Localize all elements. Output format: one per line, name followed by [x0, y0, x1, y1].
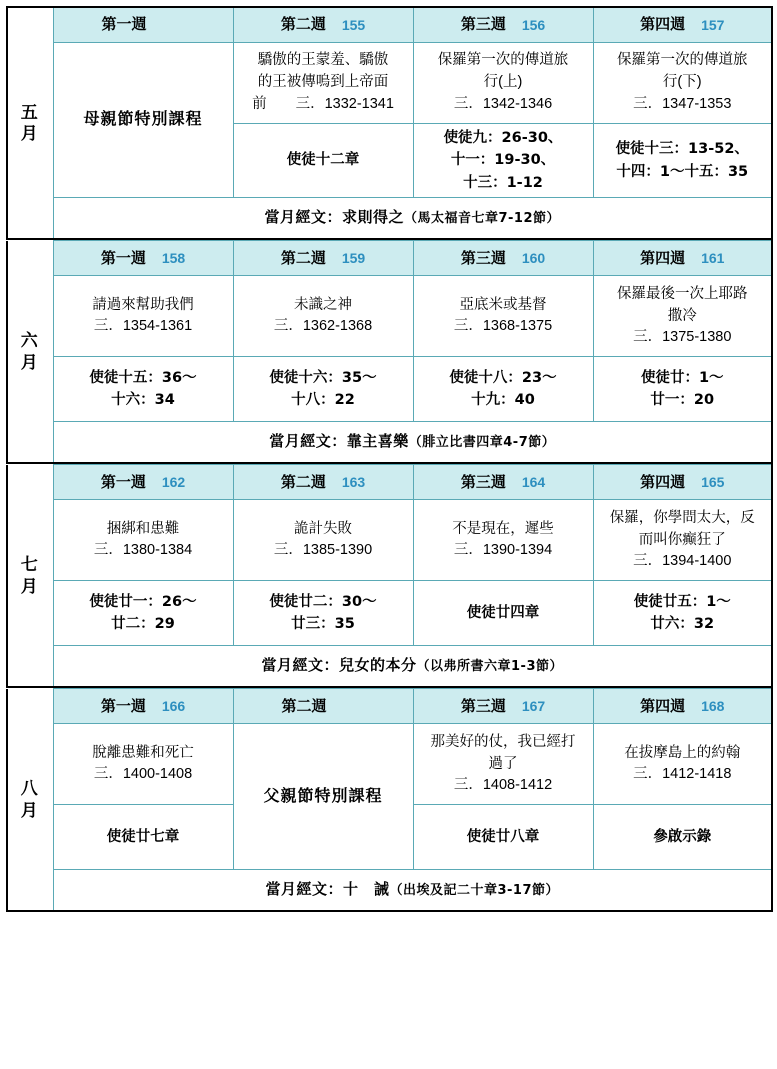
topic-cell: 請過來幫助我們 三．1354-1361 [53, 276, 233, 357]
week-label: 第四週 [640, 249, 686, 267]
week-label: 第一週 [101, 16, 147, 34]
topic-cell: 那美好的仗，我已經打 過了 三．1408-1412 [413, 724, 593, 805]
week-header-cell [53, 689, 233, 724]
week-label: 第三週 [460, 16, 506, 34]
topic-cell: 不是現在，遲些 三．1390-1394 [413, 500, 593, 581]
week-label: 第一週 [100, 473, 146, 491]
week-header-cell [53, 241, 233, 276]
week-label: 第二週 [280, 249, 326, 267]
verse-cell: 使徒十八：23～ 十九：40 [413, 357, 593, 422]
week-header-cell [233, 7, 413, 43]
verse-cell: 使徒廿一：26～ 廿二：29 [53, 581, 233, 646]
topic-cell: 保羅第一次的傳道旅 行(上) 三．1342-1346 [413, 43, 593, 124]
verse-row [7, 357, 772, 422]
week-number: 167 [521, 698, 546, 715]
topic-row [7, 276, 772, 357]
week-number: 156 [521, 16, 546, 33]
verse-cell: 使徒十三：13-52、 十四：1～十五：35 [593, 124, 772, 198]
month-verse-prefix: 當月經文： [269, 432, 347, 451]
month-verse-title: 十 誡 [342, 880, 390, 899]
week-number: 161 [701, 250, 725, 267]
month-verse-title: 靠主喜樂 [346, 432, 409, 451]
week-number: 164 [521, 474, 546, 491]
week-number: 168 [701, 698, 725, 715]
week-label: 第一週 [100, 697, 146, 715]
week-label: 第二週 [280, 473, 326, 491]
topic-cell-special: 父親節特別課程 [233, 724, 413, 870]
month-verse-row [7, 198, 772, 240]
topic-cell: 保羅最後一次上耶路 撒冷 三．1375-1380 [593, 276, 772, 357]
topic-row [7, 43, 772, 124]
week-number: 155 [341, 16, 366, 33]
topic-cell: 在拔摩島上的約翰 三．1412-1418 [593, 724, 772, 805]
verse-cell: 參啟示錄 [593, 805, 772, 870]
verse-cell: 使徒九：26-30、 十一：19-30、 十三：1-12 [413, 124, 593, 198]
week-number: 165 [701, 474, 725, 491]
week-header-row [7, 465, 772, 500]
week-number: 163 [341, 474, 366, 491]
topic-row [7, 724, 772, 805]
week-number: 166 [161, 698, 186, 715]
week-number: 159 [341, 250, 366, 267]
verse-cell: 使徒廿二：30～ 廿三：35 [233, 581, 413, 646]
topic-row [7, 500, 772, 581]
verse-cell: 使徒十五：36～ 十六：34 [53, 357, 233, 422]
month-verse-cell [53, 422, 772, 464]
month-block-june [6, 240, 773, 464]
month-verse-row [7, 422, 772, 464]
topic-cell: 詭計失敗 三．1385-1390 [233, 500, 413, 581]
month-verse-row [7, 646, 772, 688]
verse-cell: 使徒廿七章 [53, 805, 233, 870]
month-label-may: 五月 [7, 7, 53, 239]
month-verse-reference: （腓立比書四章4-7節） [408, 435, 556, 451]
month-verse-prefix: 當月經文： [265, 880, 343, 899]
week-header-cell [53, 465, 233, 500]
topic-cell: 保羅，你學問太大，反 而叫你癫狂了 三．1394-1400 [593, 500, 772, 581]
week-label: 第三週 [460, 473, 506, 491]
week-header-cell [53, 7, 233, 43]
topic-cell: 捆綁和患難 三．1380-1384 [53, 500, 233, 581]
week-header-cell [413, 7, 593, 43]
week-header-cell [593, 241, 772, 276]
topic-cell: 保羅第一次的傳道旅 行(下) 三．1347-1353 [593, 43, 772, 124]
month-verse-title: 兒女的本分 [339, 656, 417, 675]
month-verse-cell [53, 870, 772, 912]
month-label-june: 六月 [7, 241, 53, 464]
topic-cell: 亞底米或基督 三．1368-1375 [413, 276, 593, 357]
week-header-cell [233, 241, 413, 276]
week-label: 第三週 [460, 249, 506, 267]
week-header-cell [233, 689, 413, 724]
topic-cell: 脫離患難和死亡 三．1400-1408 [53, 724, 233, 805]
topic-cell: 驕傲的王蒙羞、驕傲 的王被傳嗚到上帝面 前 三．1332-1341 [233, 43, 413, 124]
week-header-row [7, 241, 772, 276]
week-header-cell [593, 7, 772, 43]
month-verse-prefix: 當月經文： [261, 656, 339, 675]
week-label: 第一週 [100, 249, 146, 267]
week-header-cell [413, 689, 593, 724]
week-header-row [7, 689, 772, 724]
month-block-july [6, 464, 773, 688]
month-verse-cell [53, 646, 772, 688]
month-block-may [6, 6, 773, 240]
verse-cell: 使徒十二章 [233, 124, 413, 198]
verse-cell: 使徒十六：35～ 十八：22 [233, 357, 413, 422]
topic-cell: 未識之神 三．1362-1368 [233, 276, 413, 357]
month-verse-reference: （以弗所書六章1-3節） [416, 659, 564, 675]
month-label-july: 七月 [7, 465, 53, 688]
month-label-august: 八月 [7, 689, 53, 912]
week-number: 160 [521, 250, 546, 267]
month-block-august [6, 688, 773, 912]
week-number: 162 [161, 474, 186, 491]
week-number: 157 [701, 16, 725, 33]
week-header-cell [413, 465, 593, 500]
week-label: 第四週 [640, 16, 686, 34]
month-verse-row [7, 870, 772, 912]
verse-cell: 使徒廿：1～ 廿一：20 [593, 357, 772, 422]
week-label: 第二週 [281, 697, 327, 715]
month-verse-reference: （馬太福音七章7-12節） [403, 211, 561, 227]
month-verse-reference: （出埃及記二十章3-17節） [389, 883, 560, 899]
week-number: 158 [161, 250, 186, 267]
verse-cell: 使徒廿八章 [413, 805, 593, 870]
week-label: 第四週 [640, 473, 686, 491]
week-header-cell [593, 465, 772, 500]
week-label: 第三週 [460, 697, 506, 715]
month-verse-cell [53, 198, 772, 240]
week-label: 第四週 [640, 697, 686, 715]
month-verse-prefix: 當月經文： [264, 208, 342, 227]
verse-cell: 使徒廿四章 [413, 581, 593, 646]
topic-cell-special: 母親節特別課程 [53, 43, 233, 198]
verse-cell: 使徒廿五：1～ 廿六：32 [593, 581, 772, 646]
week-header-cell [593, 689, 772, 724]
month-verse-title: 求則得之 [341, 208, 404, 227]
verse-row [7, 581, 772, 646]
week-header-cell [233, 465, 413, 500]
week-header-row [7, 7, 772, 43]
week-label: 第二週 [280, 16, 326, 34]
week-header-cell [413, 241, 593, 276]
